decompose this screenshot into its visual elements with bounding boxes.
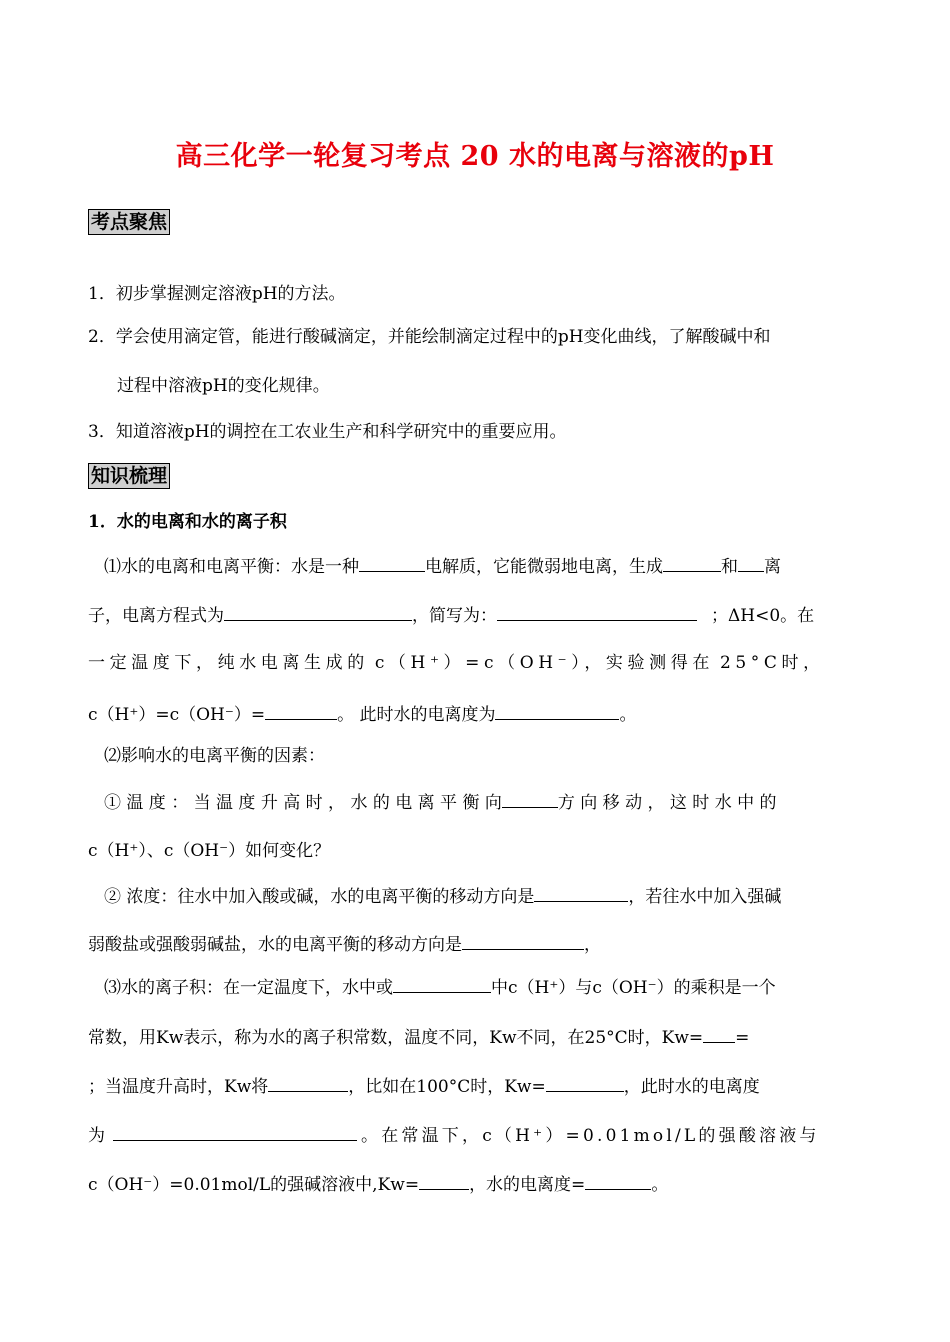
text: 和 — [721, 557, 738, 577]
p2-line3: c（H⁺）、c（OH⁻）如何变化？ — [88, 841, 331, 861]
blank — [497, 602, 697, 621]
text: ① 温 度 ： 当 温 度 升 高 时 ， 水 的 电 离 平 衡 向 — [104, 793, 502, 813]
blank — [546, 1073, 624, 1092]
blank — [738, 553, 764, 572]
p3-line5 — [88, 1171, 863, 1197]
text: = — [735, 1028, 750, 1048]
blank — [462, 931, 584, 950]
goal-2-cont: 过程中溶液pH的变化规律。 — [117, 376, 330, 396]
text: 弱酸盐或强酸弱碱盐，水的电离平衡的移动方向是 — [88, 935, 462, 955]
blank — [663, 553, 721, 572]
text: 。在常温下，c（H⁺）=0.01mol/L的强酸溶液与 — [361, 1126, 820, 1146]
text: ，若往水中加入强碱 — [628, 887, 782, 907]
blank — [113, 1122, 357, 1141]
text: 常数，用Kw表示，称为水的离子积常数，温度不同，Kw不同，在25°C时，Kw= — [88, 1028, 704, 1048]
blank — [419, 1171, 469, 1190]
text: 。 — [619, 705, 637, 725]
blank — [224, 602, 412, 621]
blank — [502, 789, 558, 808]
goal-2: 2．学会使用滴定管，能进行酸碱滴定，并能绘制滴定过程中的pH变化曲线，了解酸碱中和 — [88, 327, 771, 347]
goal-1: 1．初步掌握测定溶液pH的方法。 — [88, 284, 346, 304]
p3-line2 — [88, 1024, 863, 1050]
p1-line3 — [88, 651, 863, 675]
text: ，此时水的电离度 — [623, 1077, 760, 1097]
blank — [585, 1171, 651, 1190]
text: ；当温度升高时，Kw将 — [88, 1077, 269, 1097]
blank — [265, 701, 337, 720]
text: 中c（H⁺）与c（OH⁻）的乘积是一个 — [491, 978, 776, 998]
section-tag-focus: 考点聚焦 — [88, 209, 170, 235]
text: ，比如在100°C时，Kw= — [348, 1077, 546, 1097]
blank — [268, 1073, 348, 1092]
blank — [393, 974, 491, 993]
text: c（H⁺）=c（OH⁻），实验测得在 — [374, 653, 714, 673]
text: 电解质，它能微弱地电离，生成 — [425, 557, 663, 577]
text: ② 浓度：往水中加入酸或碱，水的电离平衡的移动方向是 — [104, 887, 535, 907]
text: ⑶水的离子积：在一定温度下，水中或 — [104, 978, 393, 998]
text: 子，电离方程式为 — [88, 606, 224, 626]
text: 一定温度下，纯水电离生成的 — [88, 653, 369, 673]
blank — [495, 701, 619, 720]
p2-line1: ⑵影响水的电离平衡的因素： — [104, 746, 325, 766]
text: 方 向 移 动 ， 这 时 水 中 的 — [557, 793, 777, 813]
text: ，简写为： — [412, 606, 497, 626]
p2-line4 — [104, 883, 863, 909]
p1-line4 — [88, 701, 863, 727]
blank — [534, 883, 628, 902]
text: 为 — [88, 1126, 105, 1146]
p2-line5 — [88, 931, 863, 957]
text: ；ΔH<0。在 — [711, 606, 815, 626]
page-title: 高三化学一轮复习考点 20 水的电离与溶液的pH — [175, 141, 775, 172]
goal-3: 3．知道溶液pH的调控在工农业生产和科学研究中的重要应用。 — [88, 422, 567, 442]
heading-water-ionization: 1．水的电离和水的离子积 — [88, 512, 287, 532]
blank — [359, 553, 425, 572]
text: c（OH⁻）=0.01mol/L的强碱溶液中,Kw= — [88, 1175, 420, 1195]
text: 。 — [651, 1175, 669, 1195]
text: c（H⁺）=c（OH⁻）= — [88, 705, 266, 725]
blank — [703, 1024, 735, 1043]
p1-line1 — [104, 553, 863, 579]
text: 25°C时， — [719, 653, 825, 673]
p1-line2 — [88, 602, 863, 628]
p3-line3 — [88, 1073, 863, 1099]
text: ， — [584, 935, 601, 955]
text: ⑴水的电离和电离平衡：水是一种 — [104, 557, 359, 577]
p2-line2 — [104, 789, 863, 815]
p3-line1 — [104, 974, 863, 1000]
text: 。 此时水的电离度为 — [337, 705, 496, 725]
text: ，水的电离度= — [469, 1175, 586, 1195]
p3-line4 — [88, 1122, 863, 1148]
text: 离 — [764, 557, 781, 577]
section-tag-knowledge: 知识梳理 — [88, 463, 170, 489]
